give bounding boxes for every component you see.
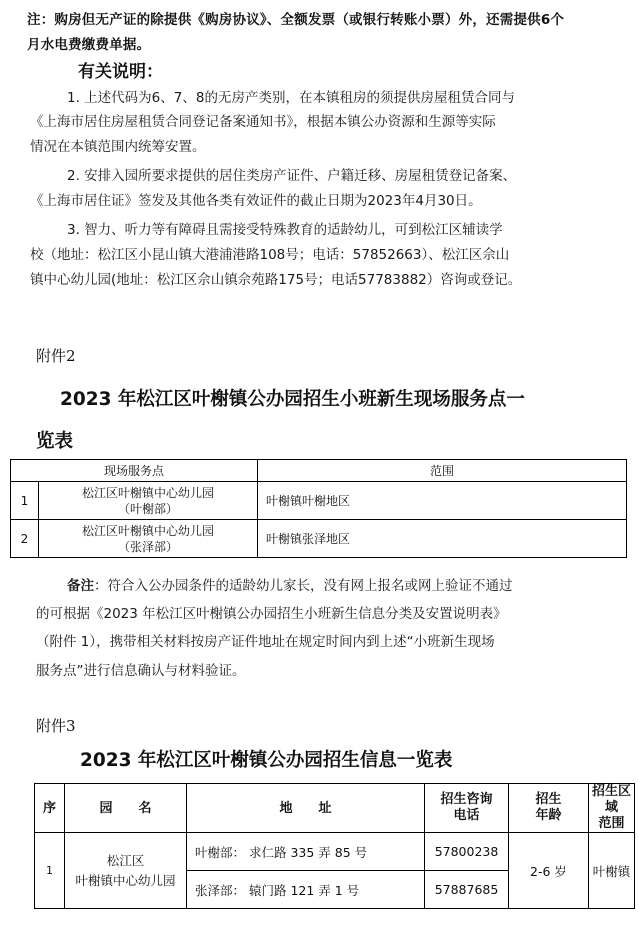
header-seq: 序 bbox=[35, 784, 65, 833]
service-point-name: 松江区叶榭镇中心幼儿园 bbox=[81, 485, 214, 500]
remark-line-4: 服务点”进行信息确认与材料验证。 bbox=[36, 663, 246, 679]
explanations-heading: 有关说明： bbox=[78, 62, 163, 82]
service-point-cell bbox=[39, 520, 258, 558]
table-header-row bbox=[35, 784, 635, 833]
annex2-title-line-2: 览表 bbox=[36, 431, 74, 452]
remark-line-3: （附件 1），携带相关材料按房产证件地址在规定时间内到上述“小班新生现场 bbox=[36, 634, 495, 650]
remark-line-2: 的可根据《2023 年松江区叶榭镇公办园招生小班新生信息分类及安置说明表》 bbox=[36, 606, 507, 622]
explanation-3-line-2: 校（地址：松江区小昆山镇大港浦港路108号；电话：57852663）、松江区佘山 bbox=[30, 247, 510, 263]
row-number: 2 bbox=[11, 520, 39, 558]
note-line-2: 月水电费缴费单据。 bbox=[27, 37, 151, 53]
header-phone-line-1: 招生咨询 bbox=[440, 792, 493, 807]
header-phone-line-2: 电话 bbox=[453, 808, 480, 823]
header-service-point: 现场服务点 bbox=[11, 460, 258, 482]
table-row bbox=[11, 482, 627, 520]
row-number: 1 bbox=[11, 482, 39, 520]
scope-cell: 叶榭镇张泽地区 bbox=[258, 520, 627, 558]
remark-label: 备注 bbox=[67, 578, 94, 594]
remark-text-1: ：符合入公办园条件的适龄幼儿家长，没有网上报名或网上验证不通过 bbox=[94, 578, 513, 594]
row-seq: 1 bbox=[35, 833, 65, 909]
service-point-branch: （张泽部） bbox=[117, 539, 178, 554]
phone-yexie: 57800238 bbox=[425, 833, 509, 871]
table-row bbox=[11, 520, 627, 558]
header-age-line-1: 招生 bbox=[535, 792, 562, 807]
explanation-2-line-1: 2. 安排入园所要求提供的居住类房产证件、户籍迁移、房屋租赁登记备案、 bbox=[67, 168, 517, 184]
header-area bbox=[589, 784, 635, 833]
service-point-branch: （叶榭部） bbox=[117, 501, 178, 516]
header-name: 园 名 bbox=[65, 784, 187, 833]
service-points-table bbox=[10, 459, 627, 558]
age-range: 2-6 岁 bbox=[509, 833, 589, 909]
explanation-1-line-1: 1. 上述代码为6、7、8的无房产类别，在本镇租房的须提供房屋租赁合同与 bbox=[67, 90, 515, 106]
explanation-3-line-1: 3. 智力、听力等有障碍且需接受特殊教育的适龄幼儿，可到松江区辅读学 bbox=[67, 222, 503, 238]
header-address: 地 址 bbox=[187, 784, 425, 833]
table-header-row bbox=[11, 460, 627, 482]
header-age-line-2: 年龄 bbox=[535, 808, 562, 823]
service-point-cell bbox=[39, 482, 258, 520]
header-area-line-2: 范围 bbox=[598, 816, 625, 831]
annex2-title-line-1: 2023 年松江区叶榭镇公办园招生小班新生现场服务点一 bbox=[60, 389, 525, 410]
service-point-name: 松江区叶榭镇中心幼儿园 bbox=[81, 523, 214, 538]
kindergarten-name: 叶榭镇中心幼儿园 bbox=[75, 872, 176, 888]
header-phone bbox=[425, 784, 509, 833]
annex3-title: 2023 年松江区叶榭镇公办园招生信息一览表 bbox=[80, 750, 453, 771]
header-scope: 范围 bbox=[258, 460, 627, 482]
note-line-1: 注：购房但无产证的除提供《购房协议》、全额发票（或银行转账小票）外，还需提供6个 bbox=[27, 12, 565, 28]
header-age bbox=[509, 784, 589, 833]
enrollment-area: 叶榭镇 bbox=[589, 833, 635, 909]
address-zhangze: 张泽部： 辕门路 121 弄 1 号 bbox=[187, 871, 425, 909]
annex2-label: 附件2 bbox=[36, 347, 76, 365]
enrollment-info-table bbox=[34, 783, 635, 909]
table-row bbox=[35, 833, 635, 871]
explanation-2-line-2: 《上海市居住证》签发及其他各类有效证件的截止日期为2023年4月30日。 bbox=[30, 193, 482, 209]
annex3-label: 附件3 bbox=[36, 717, 76, 735]
header-area-line-1: 招生区域 bbox=[591, 784, 631, 815]
kindergarten-district: 松江区 bbox=[106, 852, 145, 868]
explanation-1-line-2: 《上海市居住房屋租赁合同登记备案通知书》，根据本镇公办资源和生源等实际 bbox=[30, 114, 496, 130]
address-yexie: 叶榭部： 求仁路 335 弄 85 号 bbox=[187, 833, 425, 871]
phone-zhangze: 57887685 bbox=[425, 871, 509, 909]
scope-cell: 叶榭镇叶榭地区 bbox=[258, 482, 627, 520]
remark-line-1 bbox=[67, 574, 513, 594]
explanation-1-line-3: 情况在本镇范围内统筹安置。 bbox=[30, 139, 206, 155]
kindergarten-name-cell bbox=[65, 833, 187, 909]
explanation-3-line-3: 镇中心幼儿园(地址：松江区佘山镇佘苑路175号；电话57783882）咨询或登记。 bbox=[30, 272, 522, 288]
